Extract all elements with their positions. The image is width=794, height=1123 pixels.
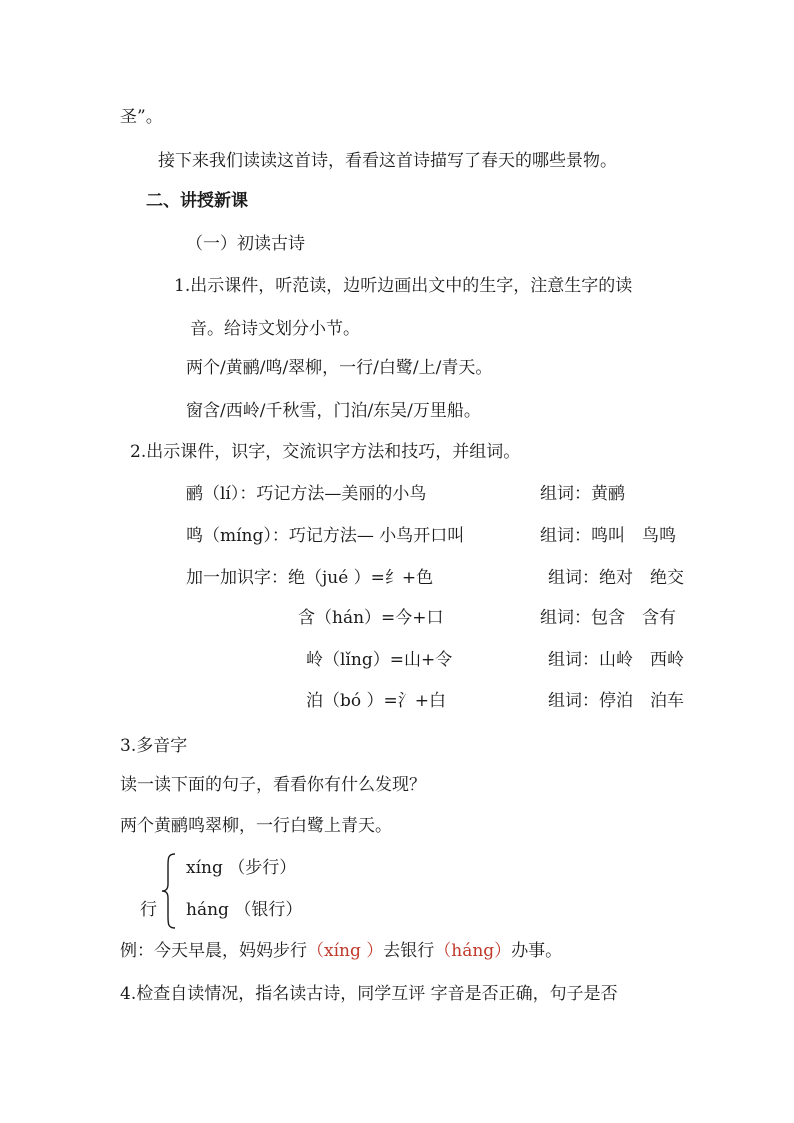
text-line: 两个黄鹂鸣翠柳，一行白鹭上青天。	[120, 816, 392, 836]
char-words: 组词：山岭 西岭	[548, 650, 684, 670]
polyphone-reading: xíng （步行）	[186, 858, 297, 878]
char-explain: 岭（lǐng）=山+令	[306, 650, 453, 670]
char-explain: 鹂（lí）：巧记方法—美丽的小鸟	[186, 484, 427, 504]
example-text: 例：今天早晨，妈妈步行	[120, 941, 307, 961]
example-text: 办事。	[511, 941, 563, 961]
subsection-heading: （一）初读古诗	[186, 234, 305, 254]
text-line: 1.出示课件，听范读，边听边画出文中的生字，注意生字的读	[174, 276, 633, 296]
pinyin-red: （háng）	[434, 941, 512, 961]
char-words: 组词：绝对 绝交	[548, 568, 684, 588]
char-words: 组词：停泊 泊车	[548, 691, 684, 711]
text-line: 接下来我们读读这首诗，看看这首诗描写了春天的哪些景物。	[158, 151, 617, 171]
brace-icon	[160, 852, 178, 930]
example-sentence	[120, 940, 562, 962]
char-explain: 含（hán）=今+口	[298, 608, 444, 628]
poem-line: 窗含/西岭/千秋雪，门泊/东吴/万里船。	[186, 401, 481, 421]
text-line: 3.多音字	[120, 736, 188, 756]
text-line: 4.检查自读情况，指名读古诗，同学互评 字音是否正确，句子是否	[120, 984, 618, 1004]
char-words: 组词：黄鹂	[540, 484, 625, 504]
char-explain: 鸣（míng）：巧记方法— 小鸟开口叫	[186, 526, 465, 546]
char-explain: 加一加识字：绝（jué ）=纟+色	[186, 568, 434, 588]
polyphone-char: 行	[140, 900, 157, 920]
section-heading: 二、讲授新课	[146, 191, 248, 211]
example-text: 去银行	[383, 941, 435, 961]
text-line: 2.出示课件，识字，交流识字方法和技巧，并组词。	[130, 442, 521, 462]
char-words: 组词：包含 含有	[540, 608, 676, 628]
poem-line: 两个/黄鹂/鸣/翠柳，一行/白鹭/上/青天。	[186, 358, 493, 378]
text-line: 音。给诗文划分小节。	[190, 319, 360, 339]
char-words: 组词：鸣叫 鸟鸣	[540, 526, 676, 546]
text-line: 圣”。	[120, 107, 163, 127]
char-explain: 泊（bó ）=氵+白	[306, 691, 447, 711]
polyphone-reading: háng （银行）	[186, 900, 303, 920]
pinyin-red: （xíng ）	[307, 941, 384, 961]
text-line: 读一读下面的句子，看看你有什么发现？	[120, 775, 426, 795]
